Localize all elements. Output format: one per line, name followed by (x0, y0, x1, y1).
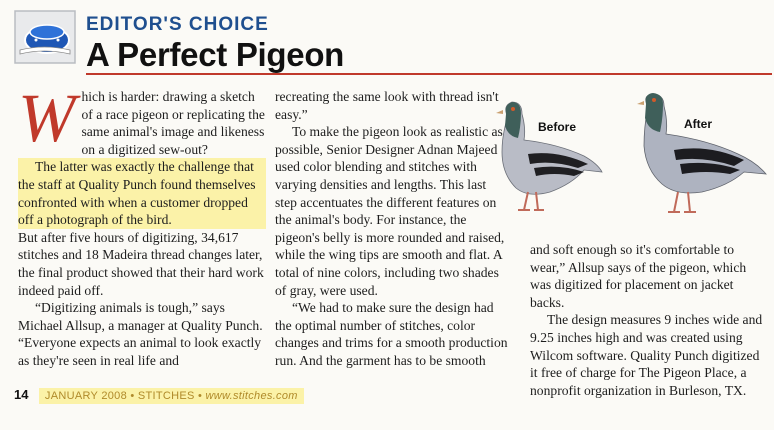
after-label: After (684, 117, 713, 131)
paragraph: “We had to make sure the design had the optimal number of stitches, color changes and trims for a smooth production run. And the garment has to be smooth (275, 300, 508, 368)
before-label: Before (538, 120, 577, 134)
pigeon-stitched-after (637, 93, 766, 212)
issue-credit (39, 388, 304, 404)
paragraph: recreating the same look with thread isn't easy.” (275, 89, 499, 122)
article-column-2 (275, 88, 511, 370)
paragraph: But after five hours of digitizing, 34,617 stitches and 18 Madeira thread changes later, the final product showed that their hard work indeed paid off. (18, 229, 264, 298)
issue-info: JANUARY 2008 • STITCHES • (44, 390, 206, 402)
article-column-3 (530, 241, 770, 399)
paragraph: To make the pigeon look as realistic as possible, Senior Designer Adnan Majeed used color blending and stitches with varying densities and lengths. This last step accentuates the different features on the animal's body. For instance, the pigeon's belly is more rounded and raised, while the wing tips are smooth and flat. A total of nine colors, including two shades of gray, were used. (275, 124, 505, 298)
section-kicker: EDITOR'S CHOICE (86, 14, 269, 35)
before-after-images (488, 88, 772, 234)
drop-cap: W (18, 80, 76, 156)
pigeon-photo-before (496, 102, 602, 210)
highlighted-paragraph: The latter was exactly the challenge that the staff at Quality Punch found themselves confronted with when a customer dropped off a photograph of the bird. (18, 158, 266, 228)
website-link[interactable]: www.stitches.com (205, 390, 298, 402)
editors-choice-cap-logo (14, 10, 76, 64)
page-number: 14 (14, 387, 29, 402)
paragraph: “Digitizing animals is tough,” says Michael Allsup, a manager at Quality Punch. “Everyone expects an animal to look exactly as they're seen in real life and (18, 300, 263, 368)
paragraph: and soft enough so it's comfortable to wear,” Allsup says of the pigeon, which was digitized for placement on jacket backs. (530, 242, 747, 310)
pigeon-before-after-illustration (488, 88, 772, 234)
header-divider (86, 73, 772, 75)
article-headline: A Perfect Pigeon (86, 36, 345, 73)
article-column-1 (18, 80, 266, 370)
paragraph-intro (18, 80, 266, 158)
page-footer (14, 386, 304, 404)
intro-text: hich is harder: drawing a sketch of a race pigeon or replicating the same animal's image and likeness on a digitized sew-out? (81, 89, 265, 157)
paragraph: The design measures 9 inches wide and 9.25 inches high and was created using Wilcom software. Quality Punch digitized it free of charge for The Pigeon Place, a nonprofit organization in Burleson, TX. (530, 312, 763, 398)
